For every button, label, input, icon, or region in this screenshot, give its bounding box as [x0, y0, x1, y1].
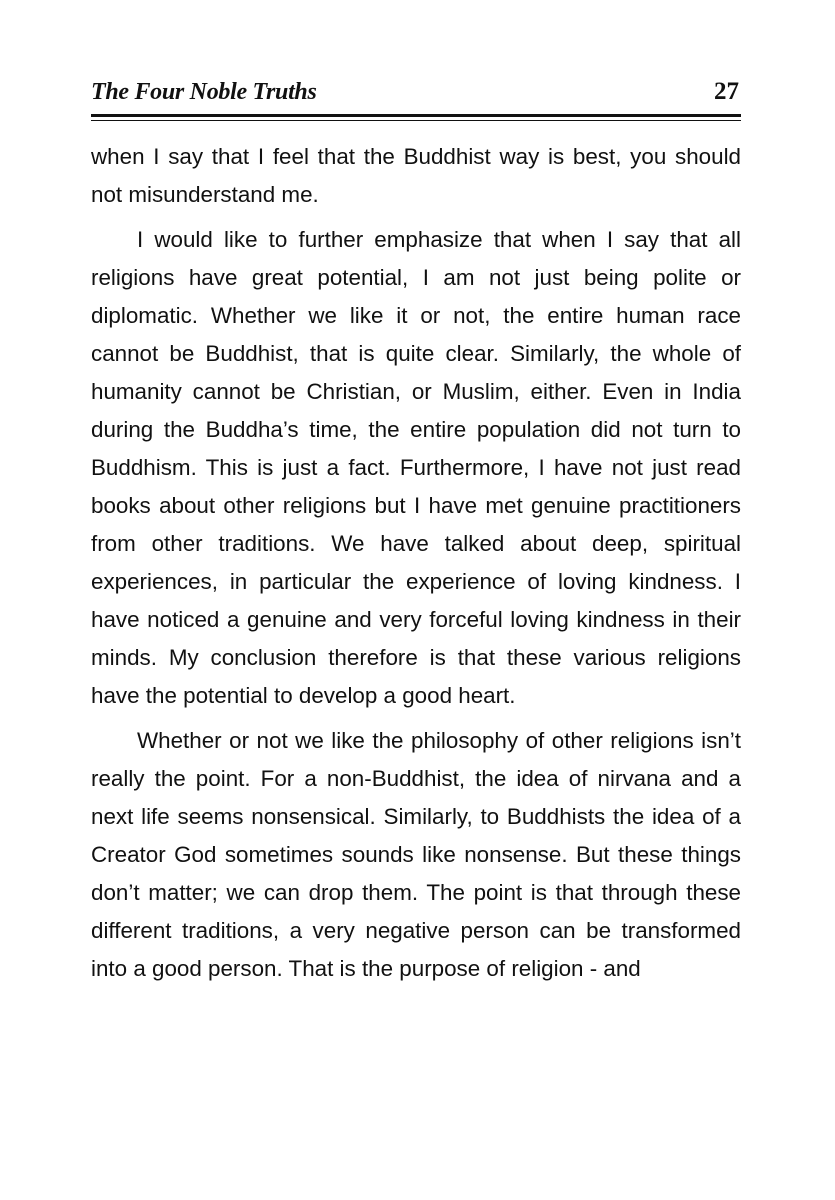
header-rule-thin [91, 120, 741, 121]
running-title: The Four Noble Truths [91, 79, 317, 105]
page-number: 27 [714, 78, 739, 105]
paragraph: Whether or not we like the philosophy of other religions isn’t really the point. For a non-Buddhist, the idea of nirvana and a next life seems nonsensical. Similarly, to Buddhists the idea of a Creator God sometimes sounds like nonsense. But these things don’t matter; we can drop them. The point is that through these different traditions, a very negative person can be transformed into a good person. That is the purpose of religion - and [91, 728, 741, 981]
paragraph: I would like to further emphasize that when I say that all religions have great potential, I am not just being polite or diplomatic. Whether we like it or not, the entire human race cannot be Buddhist, that is quite clear. Similarly, the whole of humanity cannot be Christian, or Muslim, either. Even in India during the Buddha’s time, the entire population did not turn to Buddhism. This is just a fact. Furthermore, I have not just read books about other religions but I have met genuine practitioners from other traditions. We have talked about deep, spiritual experiences, in particular the experience of loving kindness. I have noticed a genuine and very forceful loving kindness in their minds. My conclusion therefore is that these various religions have the potential to develop a good heart. [91, 227, 741, 708]
book-page [91, 78, 741, 995]
header-rule-thick [91, 114, 741, 117]
running-head [91, 78, 741, 114]
paragraph-continued: when I say that I feel that the Buddhist way is best, you should not misunderstand me. [91, 144, 741, 207]
body-text [91, 138, 741, 988]
